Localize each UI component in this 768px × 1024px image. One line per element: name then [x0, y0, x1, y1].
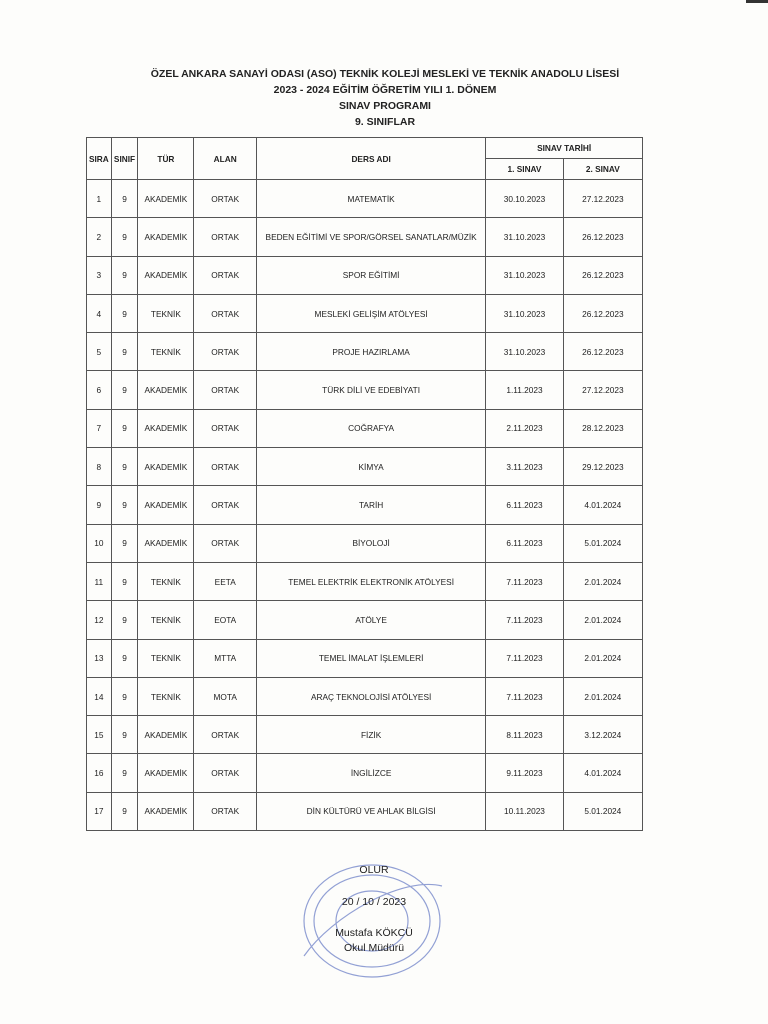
- sinif-cell: 9: [111, 486, 138, 524]
- alan-cell: EETA: [194, 562, 257, 600]
- sinav-1-cell: 7.11.2023: [486, 677, 563, 715]
- table-row: [87, 486, 643, 524]
- sinif-cell: 9: [111, 677, 138, 715]
- tur-cell: TEKNİK: [138, 601, 194, 639]
- tur-cell: AKADEMİK: [138, 792, 194, 830]
- alan-cell: ORTAK: [194, 180, 257, 218]
- ders-cell: COĞRAFYA: [256, 409, 485, 447]
- sira-cell: 5: [87, 333, 112, 371]
- sinif-cell: 9: [111, 294, 138, 332]
- sinav-1-cell: 7.11.2023: [486, 562, 563, 600]
- ders-cell: BİYOLOJİ: [256, 524, 485, 562]
- sinav-1-cell: 6.11.2023: [486, 486, 563, 524]
- sinav-1-cell: 31.10.2023: [486, 256, 563, 294]
- approval-date: 20 / 10 / 2023: [341, 896, 407, 908]
- table-row: [87, 601, 643, 639]
- col-alan: ALAN: [194, 138, 257, 180]
- program-title: SINAV PROGRAMI: [339, 100, 431, 112]
- sinav-2-cell: 5.01.2024: [563, 524, 642, 562]
- table-row: [87, 639, 643, 677]
- table-row: [87, 792, 643, 830]
- ders-cell: İNGİLİZCE: [256, 754, 485, 792]
- col-sinif: SINIF: [111, 138, 138, 180]
- sira-cell: 16: [87, 754, 112, 792]
- sira-cell: 1: [87, 180, 112, 218]
- alan-cell: ORTAK: [194, 716, 257, 754]
- table-row: [87, 448, 643, 486]
- table-row: [87, 333, 643, 371]
- alan-cell: ORTAK: [194, 294, 257, 332]
- exam-schedule-table: [86, 137, 643, 831]
- alan-cell: ORTAK: [194, 256, 257, 294]
- sinav-1-cell: 1.11.2023: [486, 371, 563, 409]
- sinav-1-cell: 31.10.2023: [486, 333, 563, 371]
- sinav-2-cell: 26.12.2023: [563, 218, 642, 256]
- class-level: 9. SINIFLAR: [354, 116, 416, 128]
- ders-cell: TEMEL İMALAT İŞLEMLERİ: [256, 639, 485, 677]
- alan-cell: MTTA: [194, 639, 257, 677]
- tur-cell: AKADEMİK: [138, 256, 194, 294]
- alan-cell: ORTAK: [194, 754, 257, 792]
- col-sinav-1: 1. SINAV: [486, 159, 563, 180]
- ders-cell: ATÖLYE: [256, 601, 485, 639]
- sinav-1-cell: 30.10.2023: [486, 180, 563, 218]
- ders-cell: MESLEKİ GELİŞİM ATÖLYESİ: [256, 294, 485, 332]
- sinav-1-cell: 3.11.2023: [486, 448, 563, 486]
- alan-cell: ORTAK: [194, 409, 257, 447]
- tur-cell: AKADEMİK: [138, 180, 194, 218]
- sinav-1-cell: 10.11.2023: [486, 792, 563, 830]
- sinav-2-cell: 2.01.2024: [563, 562, 642, 600]
- col-tur: TÜR: [138, 138, 194, 180]
- sinif-cell: 9: [111, 639, 138, 677]
- alan-cell: EOTA: [194, 601, 257, 639]
- tur-cell: AKADEMİK: [138, 371, 194, 409]
- col-sinav-tarihi: SINAV TARİHİ: [486, 138, 643, 159]
- col-sinav-2: 2. SINAV: [563, 159, 642, 180]
- sinav-2-cell: 2.01.2024: [563, 601, 642, 639]
- table-row: [87, 677, 643, 715]
- table-row: [87, 716, 643, 754]
- ders-cell: FİZİK: [256, 716, 485, 754]
- sinav-1-cell: 6.11.2023: [486, 524, 563, 562]
- sinav-2-cell: 5.01.2024: [563, 792, 642, 830]
- sinif-cell: 9: [111, 601, 138, 639]
- tur-cell: AKADEMİK: [138, 486, 194, 524]
- signer-name: Mustafa KÖKCÜ: [335, 927, 413, 939]
- tur-cell: TEKNİK: [138, 677, 194, 715]
- alan-cell: ORTAK: [194, 218, 257, 256]
- document-header: [60, 66, 710, 130]
- table-row: [87, 180, 643, 218]
- sinif-cell: 9: [111, 371, 138, 409]
- sira-cell: 14: [87, 677, 112, 715]
- ders-cell: BEDEN EĞİTİMİ VE SPOR/GÖRSEL SANATLAR/MÜZİK: [256, 218, 485, 256]
- sinav-2-cell: 26.12.2023: [563, 256, 642, 294]
- sira-cell: 6: [87, 371, 112, 409]
- tur-cell: AKADEMİK: [138, 754, 194, 792]
- sinif-cell: 9: [111, 716, 138, 754]
- ders-cell: TÜRK DİLİ VE EDEBİYATI: [256, 371, 485, 409]
- sira-cell: 4: [87, 294, 112, 332]
- ders-cell: TEMEL ELEKTRİK ELEKTRONİK ATÖLYESİ: [256, 562, 485, 600]
- ders-cell: DİN KÜLTÜRÜ VE AHLAK BİLGİSİ: [256, 792, 485, 830]
- tur-cell: AKADEMİK: [138, 448, 194, 486]
- sinav-2-cell: 2.01.2024: [563, 639, 642, 677]
- sinav-2-cell: 29.12.2023: [563, 448, 642, 486]
- tur-cell: AKADEMİK: [138, 218, 194, 256]
- sinif-cell: 9: [111, 792, 138, 830]
- signer-title: Okul Müdürü: [343, 942, 405, 954]
- sinif-cell: 9: [111, 409, 138, 447]
- approval-label: OLUR: [359, 864, 389, 876]
- tur-cell: TEKNİK: [138, 562, 194, 600]
- sinav-2-cell: 28.12.2023: [563, 409, 642, 447]
- alan-cell: ORTAK: [194, 524, 257, 562]
- sinif-cell: 9: [111, 754, 138, 792]
- table-row: [87, 256, 643, 294]
- ders-cell: MATEMATİK: [256, 180, 485, 218]
- table-row: [87, 371, 643, 409]
- sira-cell: 13: [87, 639, 112, 677]
- sinav-2-cell: 2.01.2024: [563, 677, 642, 715]
- sinav-2-cell: 4.01.2024: [563, 486, 642, 524]
- sira-cell: 12: [87, 601, 112, 639]
- sinav-2-cell: 27.12.2023: [563, 371, 642, 409]
- table-row: [87, 218, 643, 256]
- col-ders: DERS ADI: [256, 138, 485, 180]
- sinif-cell: 9: [111, 333, 138, 371]
- sira-cell: 8: [87, 448, 112, 486]
- tur-cell: AKADEMİK: [138, 524, 194, 562]
- sinav-1-cell: 7.11.2023: [486, 639, 563, 677]
- sinif-cell: 9: [111, 448, 138, 486]
- sinav-2-cell: 27.12.2023: [563, 180, 642, 218]
- table-row: [87, 294, 643, 332]
- sinif-cell: 9: [111, 218, 138, 256]
- table-row: [87, 409, 643, 447]
- alan-cell: MOTA: [194, 677, 257, 715]
- sira-cell: 17: [87, 792, 112, 830]
- ders-cell: TARİH: [256, 486, 485, 524]
- alan-cell: ORTAK: [194, 486, 257, 524]
- tur-cell: TEKNİK: [138, 333, 194, 371]
- sinif-cell: 9: [111, 562, 138, 600]
- sinav-1-cell: 31.10.2023: [486, 218, 563, 256]
- sira-cell: 15: [87, 716, 112, 754]
- sinif-cell: 9: [111, 180, 138, 218]
- sira-cell: 10: [87, 524, 112, 562]
- sira-cell: 9: [87, 486, 112, 524]
- sinif-cell: 9: [111, 256, 138, 294]
- sinav-2-cell: 3.12.2024: [563, 716, 642, 754]
- sinav-1-cell: 2.11.2023: [486, 409, 563, 447]
- tur-cell: AKADEMİK: [138, 409, 194, 447]
- sinif-cell: 9: [111, 524, 138, 562]
- table-row: [87, 524, 643, 562]
- sinav-1-cell: 7.11.2023: [486, 601, 563, 639]
- alan-cell: ORTAK: [194, 448, 257, 486]
- sira-cell: 2: [87, 218, 112, 256]
- ders-cell: SPOR EĞİTİMİ: [256, 256, 485, 294]
- ders-cell: ARAÇ TEKNOLOJİSİ ATÖLYESİ: [256, 677, 485, 715]
- sinav-1-cell: 8.11.2023: [486, 716, 563, 754]
- sinav-1-cell: 9.11.2023: [486, 754, 563, 792]
- sinav-2-cell: 4.01.2024: [563, 754, 642, 792]
- sinav-1-cell: 31.10.2023: [486, 294, 563, 332]
- tur-cell: AKADEMİK: [138, 716, 194, 754]
- table-row: [87, 562, 643, 600]
- school-name: ÖZEL ANKARA SANAYİ ODASI (ASO) TEKNİK KOLEJİ MESLEKİ VE TEKNİK ANADOLU LİSESİ: [150, 68, 620, 80]
- sinav-2-cell: 26.12.2023: [563, 333, 642, 371]
- col-sira: SIRA: [87, 138, 112, 180]
- alan-cell: ORTAK: [194, 371, 257, 409]
- corner-mark: [746, 0, 768, 3]
- tur-cell: TEKNİK: [138, 639, 194, 677]
- alan-cell: ORTAK: [194, 792, 257, 830]
- ders-cell: PROJE HAZIRLAMA: [256, 333, 485, 371]
- sira-cell: 7: [87, 409, 112, 447]
- sinav-2-cell: 26.12.2023: [563, 294, 642, 332]
- tur-cell: TEKNİK: [138, 294, 194, 332]
- sira-cell: 11: [87, 562, 112, 600]
- alan-cell: ORTAK: [194, 333, 257, 371]
- table-row: [87, 754, 643, 792]
- sira-cell: 3: [87, 256, 112, 294]
- ders-cell: KİMYA: [256, 448, 485, 486]
- academic-year: 2023 - 2024 EĞİTİM ÖĞRETİM YILI 1. DÖNEM: [273, 84, 497, 96]
